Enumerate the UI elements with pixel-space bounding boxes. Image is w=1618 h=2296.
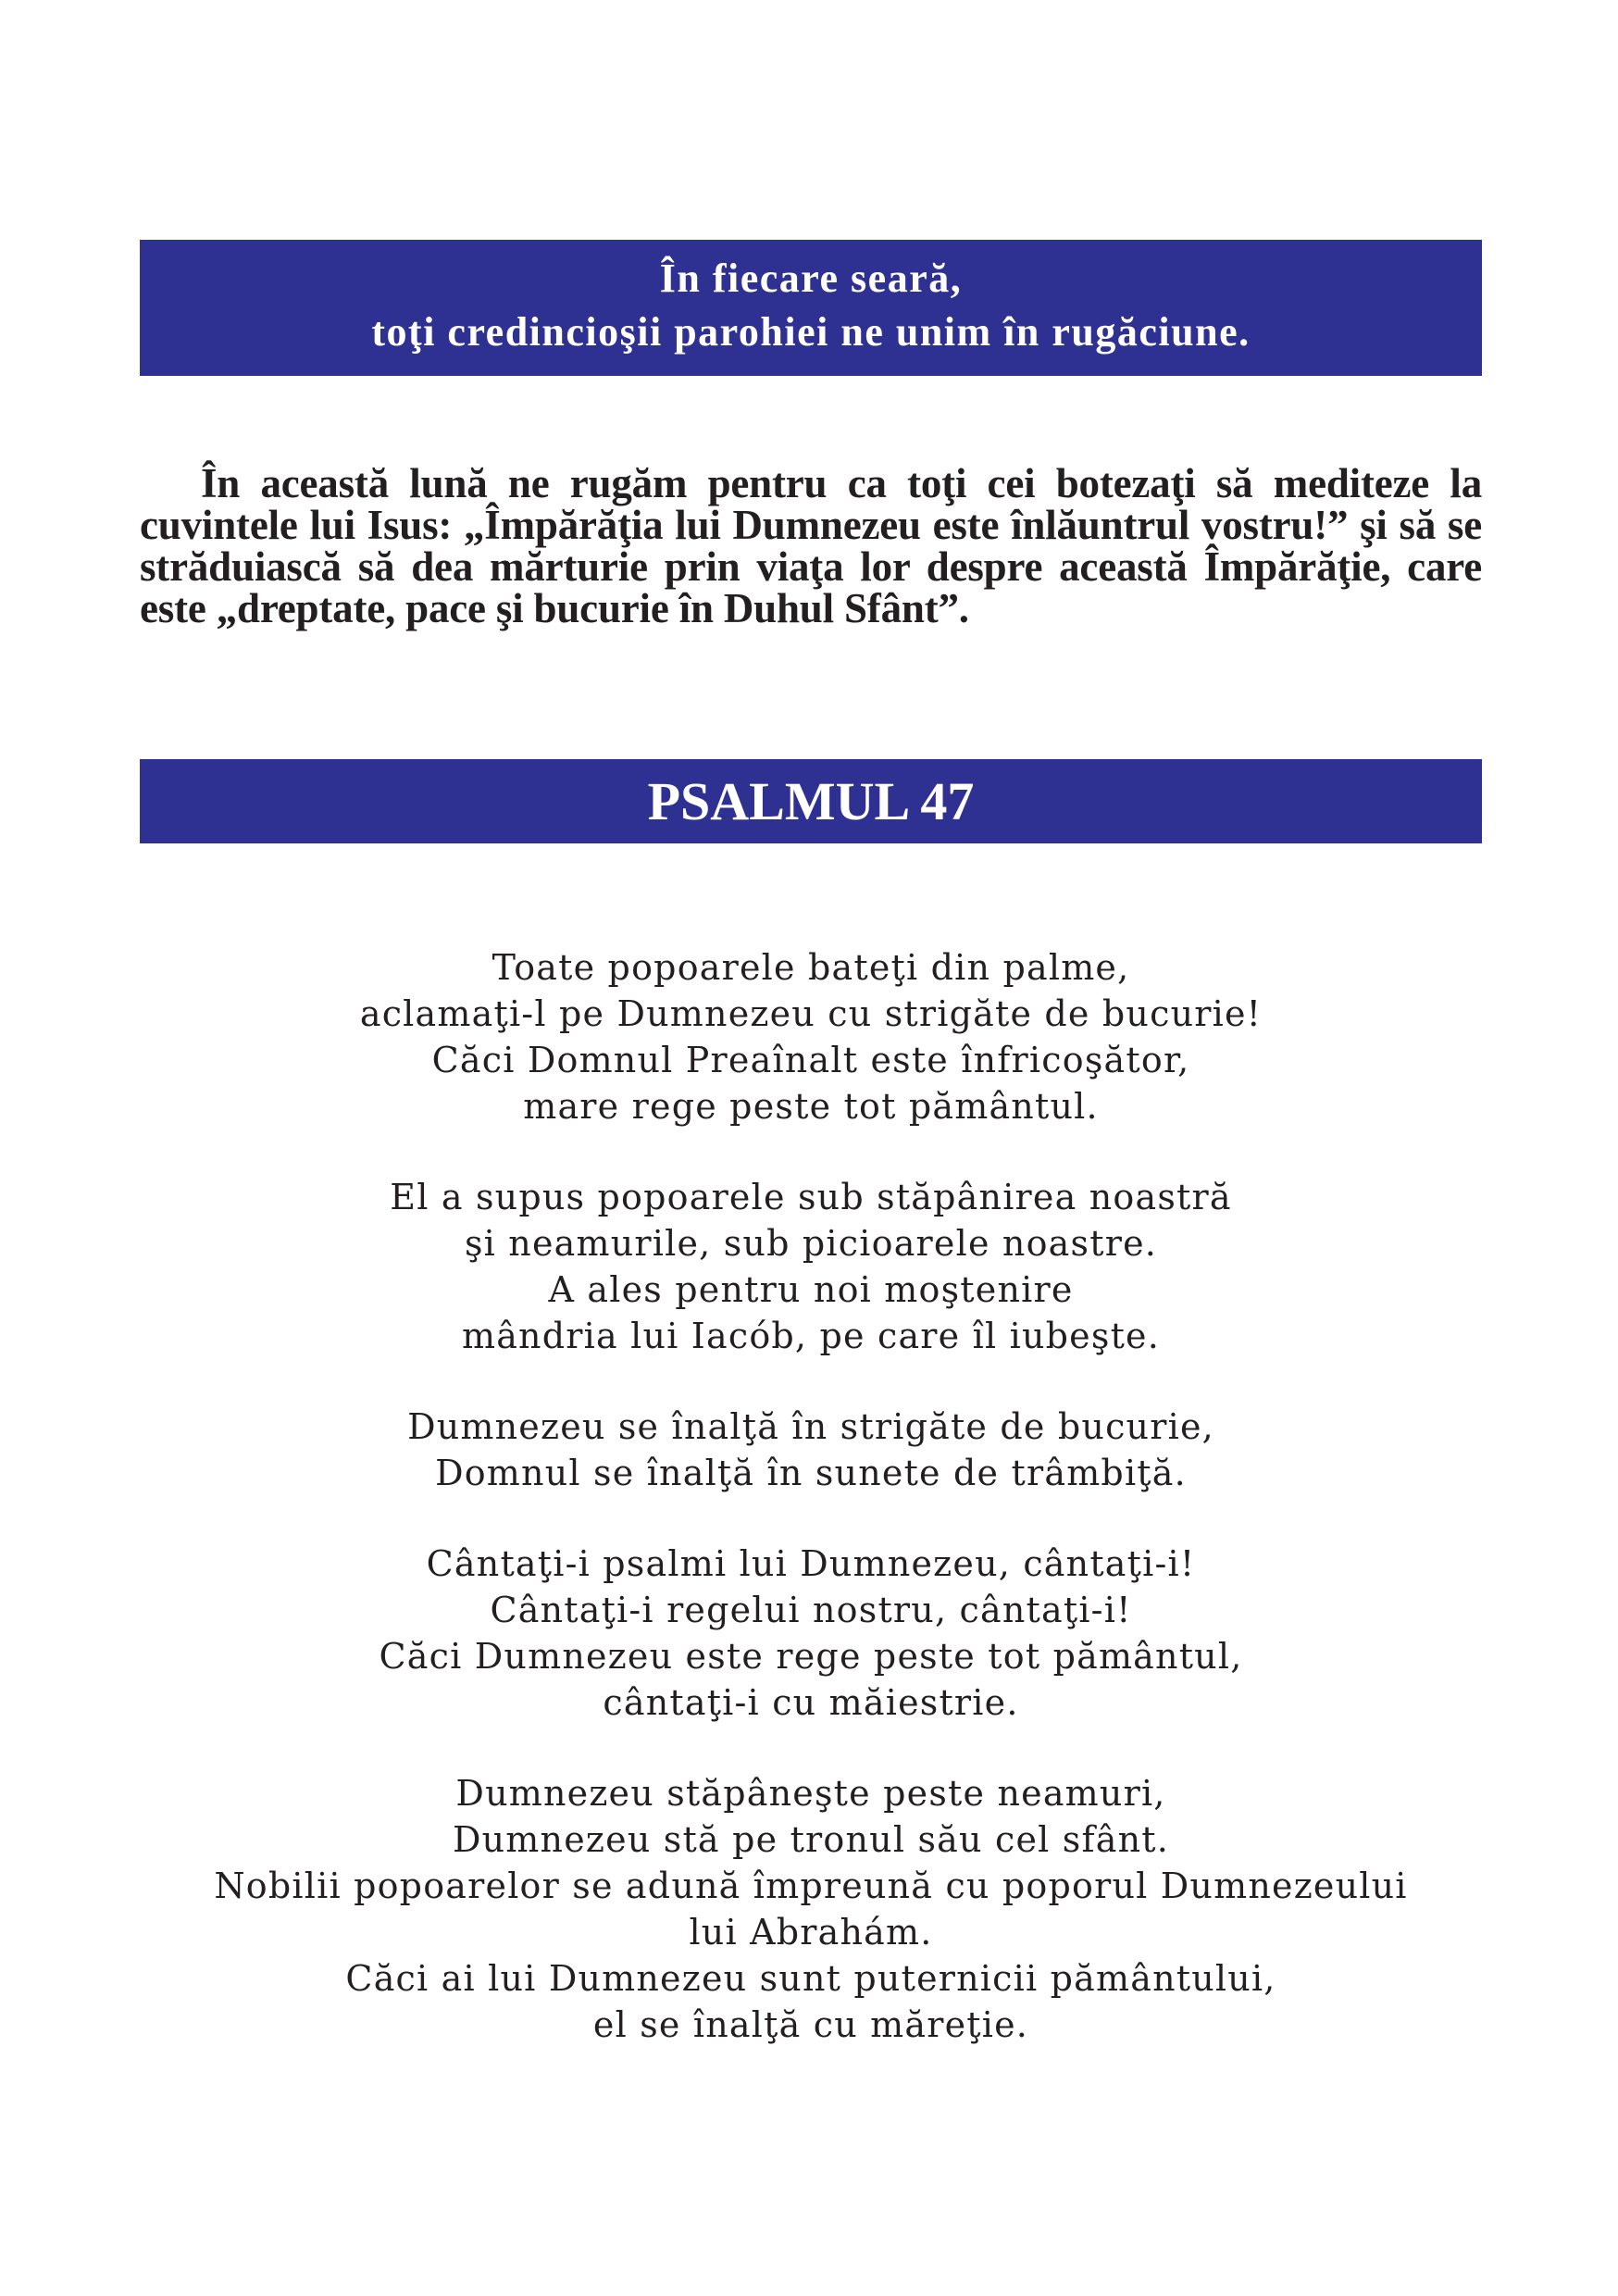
stanza [140,1770,1482,2048]
verse-line: Cântaţi-i regelui nostru, cântaţi-i! [490,1590,1132,1630]
verse-line: lui Abrahám. [689,1912,933,1953]
verse-line: cântaţi-i cu măiestrie. [603,1682,1019,1723]
verse-line: mare rege peste tot pământul. [523,1086,1099,1127]
verse-line: Căci ai lui Dumnezeu sunt puternicii pământului, [345,1958,1276,1999]
verse-line: Căci Domnul Preaînalt este înfricoşător, [431,1040,1190,1080]
header-banner [140,240,1482,376]
header-line-2: toţi credincioşii parohiei ne unim în rugăciune. [371,309,1251,355]
psalm-title: PSALMUL 47 [647,771,975,831]
stanza [140,1404,1482,1496]
verse-line: aclamaţi-l pe Dumnezeu cu strigăte de bucurie! [359,993,1263,1034]
verse-line: Dumnezeu stăpâneşte peste neamuri, [455,1773,1166,1814]
verse-line: Domnul se înalţă în sunete de trâmbiţă. [435,1453,1187,1493]
stanza [140,1541,1482,1726]
verse-line: Dumnezeu stă pe tronul său cel sfânt. [452,1819,1170,1860]
verse-line: şi neamurile, sub picioarele noastre. [464,1223,1158,1264]
verse-line: Toate popoarele bateţi din palme, [492,947,1130,988]
verse-line: El a supus popoarele sub stăpânirea noastră [390,1177,1232,1217]
stanza [140,1174,1482,1359]
verse-line: Dumnezeu se înalţă în strigăte de bucurie, [407,1406,1214,1447]
verse-line: Căci Dumnezeu este rege peste tot pământul, [379,1636,1243,1677]
intro-paragraph: În această lună ne rugăm pentru ca toţi cei botezaţi să mediteze la cuvintele lui Isus: „Împărăţia lui Dumnezeu este înlăuntrul vostru!” şi să se străduiască să dea mărturie prin viaţa lor despre această Împărăţie, care este „dreptate, pace şi bucurie în Duhul Sfânt”. [140,460,1482,631]
psalm-text [140,944,1482,2092]
header-line-1: În fiecare seară, [659,256,963,301]
verse-line: Nobilii popoarelor se adună împreună cu poporul Dumnezeului [214,1866,1408,1906]
psalm-title-banner [140,759,1482,843]
verse-line: el se înalţă cu măreţie. [592,2004,1029,2045]
verse-line: A ales pentru noi moştenire [548,1269,1074,1310]
stanza [140,944,1482,1129]
verse-line: Cântaţi-i psalmi lui Dumnezeu, cântaţi-i! [426,1543,1196,1584]
verse-line: mândria lui Iacób, pe care îl iubeşte. [461,1316,1161,1356]
